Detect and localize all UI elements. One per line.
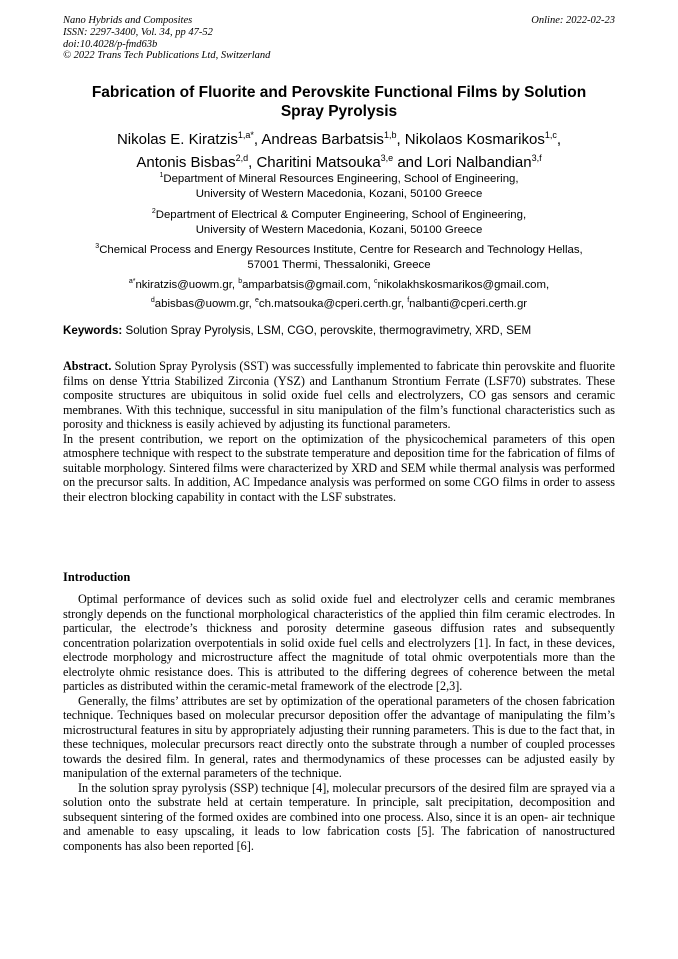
author-separator: , — [396, 131, 405, 148]
doi: doi:10.4028/p-fmd63b — [63, 38, 158, 50]
introduction-body — [63, 592, 615, 853]
author-name: Antonis Bisbas — [136, 154, 236, 171]
email-link[interactable]: ch.matsouka@cperi.certh.gr, — [258, 297, 408, 310]
issn: ISSN: 2297-3400, Vol. 34, pp 47-52 — [63, 26, 213, 38]
email-sup: e — [255, 297, 259, 304]
affiliation-sup: 1 — [159, 172, 164, 179]
journal-header — [63, 15, 615, 62]
author-sup: 1,c — [544, 130, 557, 140]
affiliation-line: University of Western Macedonia, Kozani, 50100 Greece — [195, 224, 483, 236]
paper-title — [60, 83, 618, 121]
email-sup: b — [238, 278, 243, 285]
affiliation-2 — [60, 204, 618, 238]
affiliation-line: University of Western Macedonia, Kozani, 50100 Greece — [195, 188, 483, 200]
author-name: Charitini Matsouka — [256, 154, 381, 171]
title-line-2: Spray Pyrolysis — [280, 103, 398, 120]
email-link[interactable]: nalbanti@cperi.certh.gr — [409, 297, 528, 310]
email-link[interactable]: nkiratzis@uowm.gr, — [135, 278, 239, 291]
abstract-label: Abstract. — [63, 359, 112, 373]
email-sup: f — [407, 297, 410, 304]
abstract-paragraph-2: In the present contribution, we report on the optimization of the physicochemical parameters of this open atmosphere technique with respect to the substrate temperature and deposition time for the fabrication of films of suitable morphology. Sintered films were characterized by XRD and SEM while thermal analysis was performed on the precursor salts. In addition, AC Impedance analysis was performed on some CGO films in order to assess their electron blocking capability in contact with the LSF substrates. — [63, 431, 615, 504]
author-name: Lori Nalbandian — [426, 154, 532, 171]
affiliation-sup: 2 — [151, 208, 156, 215]
affiliation-1 — [60, 168, 618, 202]
author-separator: and — [393, 154, 427, 171]
author-sup: 1,a* — [237, 130, 254, 140]
author-sup: 1,b — [383, 130, 397, 140]
author-sup: 2,d — [235, 153, 249, 163]
email-sup: a* — [128, 278, 136, 285]
keywords-label: Keywords: — [63, 324, 123, 337]
affiliation-line: Department of Mineral Resources Engineering, School of Engineering, — [163, 172, 519, 185]
abstract — [63, 359, 615, 504]
email-link[interactable]: amparbatsis@gmail.com, — [242, 278, 374, 291]
copyright: © 2022 Trans Tech Publications Ltd, Switzerland — [63, 50, 271, 62]
abstract-paragraph-1: Solution Spray Pyrolysis (SST) was successfully implemented to fabricate thin perovskite and fluorite films on dense Yttria Stabilized Zirconia (YSZ) and Lanthanum Strontium Ferrate (LSF70) substrates. These composite structures are ubiquitous in solid oxide fuel cells and electrolyzers, CO gas sensors and ceramic membranes. With this technique, successful in situ manipulation of the film’s functional characteristics such as porosity and thickness is easily achieved by adjusting its functional parameters. — [63, 359, 615, 431]
intro-paragraph-3: In the solution spray pyrolysis (SSP) technique [4], molecular precursors of the desired film are sprayed via a solution onto the substrate held at certain temperature. In principle, salt precipitation, decomposition and subsequent sintering of the formed oxides are combined into one process. Also, since it is an open- air technique and amenable to easy upscaling, it leads to low fabrication costs [5]. The fabrication of nanostructured components has also been reported [6]. — [63, 780, 615, 853]
author-list — [60, 126, 618, 172]
author-sup: 3,f — [531, 153, 542, 163]
affiliation-sup: 3 — [95, 243, 100, 250]
email-link[interactable]: abisbas@uowm.gr, — [154, 297, 255, 310]
author-name: Andreas Barbatsis — [261, 131, 384, 148]
email-sup: d — [150, 297, 155, 304]
email-list — [60, 274, 618, 312]
email-sup: c — [373, 278, 378, 285]
affiliation-line: Department of Electrical & Computer Engineering, School of Engineering, — [155, 208, 527, 221]
email-link[interactable]: nikolakhskosmarikos@gmail.com, — [377, 278, 550, 291]
section-heading-introduction: Introduction — [63, 570, 131, 584]
author-name: Nikolas E. Kiratzis — [116, 131, 238, 148]
affiliation-3 — [60, 239, 618, 273]
keywords — [63, 323, 615, 338]
affiliation-line: 57001 Thermi, Thessaloniki, Greece — [247, 259, 431, 271]
author-name: Nikolaos Kosmarikos — [404, 131, 545, 148]
intro-paragraph-1: Optimal performance of devices such as solid oxide fuel and electrolyzer cells and ceramic membranes strongly depends on the functional morphological characteristics of the applied thin film ceramic electrodes. In particular, the electrode’s thickness and porosity determine gaseous diffusion rates and subsequently concentration polarization overpotentials in solid oxide fuel cells and electrolyzers [1]. In fact, in these devices, electrode morphology and microstructure affect the magnitude of total ohmic overpotentials more than the electrolyte ohmic resistance does. This is attributed to the differing degrees of coherence between the metal particles as distributed within the ceramic-metal framework of the electrode [2,3]. — [63, 592, 615, 693]
affiliation-line: Chemical Process and Energy Resources Institute, Centre for Research and Technology Hellas, — [99, 243, 583, 256]
journal-name: Nano Hybrids and Composites — [63, 15, 193, 26]
author-separator: , — [253, 131, 262, 148]
intro-paragraph-2: Generally, the films’ attributes are set by optimization of the operational parameters of the chosen fabrication technique. Techniques based on molecular precursor deposition offer the advantage of manipulating the film’s microstructural features in situ by appropriately adjusting their running parameters. This is due to the fact that, in these techniques, molecular precursors react directly onto the substrate through a number of coupled processes towards the desired film. In general, rates and thermodynamics of these processes can be adjusted easily by manipulation of the external parameters of the technique. — [63, 693, 615, 780]
author-sup: 3,e — [380, 153, 394, 163]
online-date: Online: 2022-02-23 — [531, 15, 615, 26]
title-line-1: Fabrication of Fluorite and Perovskite Functional Films by Solution — [91, 84, 587, 101]
author-separator: , — [556, 131, 562, 148]
keywords-text: Solution Spray Pyrolysis, LSM, CGO, perovskite, thermogravimetry, XRD, SEM — [122, 324, 532, 337]
author-separator: , — [248, 154, 257, 171]
